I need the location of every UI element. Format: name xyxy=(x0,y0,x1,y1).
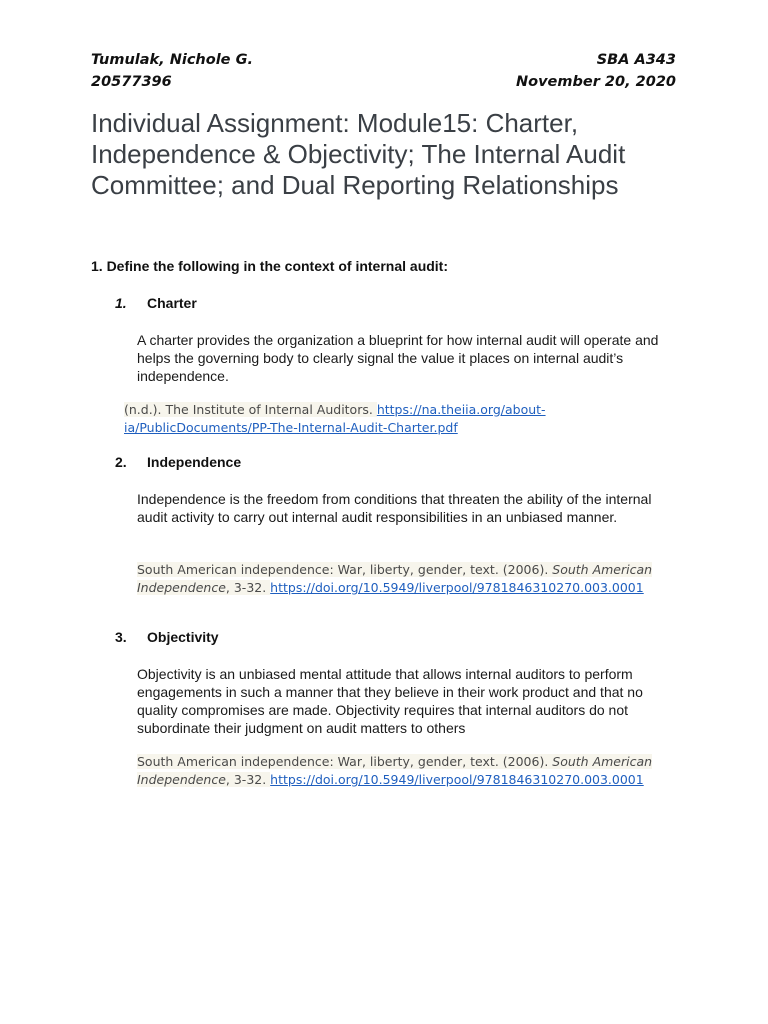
item-title: Independence xyxy=(147,454,242,470)
citation-independence xyxy=(137,561,657,597)
citation-pages: , 3-32. xyxy=(225,580,271,595)
citation-charter xyxy=(124,401,664,437)
citation-link[interactable]: https://na.theiia.org/about-ia/PublicDocuments/PP-The-Internal-Audit-Charter.pdf xyxy=(124,402,546,435)
author-name: Tumulak, Nichole G. xyxy=(91,52,253,68)
citation-text: (n.d.). The Institute of Internal Auditors. xyxy=(124,402,377,417)
citation-objectivity xyxy=(137,753,657,789)
item-number: 1. xyxy=(115,295,127,311)
citation-source: South American Independence xyxy=(137,754,653,787)
item-heading-independence xyxy=(115,454,241,470)
student-id: 20577396 xyxy=(91,74,172,90)
citation-link[interactable]: https://doi.org/10.5949/liverpool/9781846310270.003.0001 xyxy=(270,772,644,787)
item-number: 2. xyxy=(115,454,127,470)
item-heading-objectivity xyxy=(115,629,219,645)
item-number: 3. xyxy=(115,629,127,645)
citation-link[interactable]: https://doi.org/10.5949/liverpool/9781846310270.003.0001 xyxy=(270,580,644,595)
document-header xyxy=(91,49,676,93)
citation-source: South American Independence xyxy=(137,562,653,595)
item-title: Charter xyxy=(147,295,197,311)
document-title: Individual Assignment: Module15: Charter, Independence & Objectivity; The Internal Audit Committee; and Dual Reporting Relationships xyxy=(91,108,626,200)
citation-text: South American independence: War, liberty, gender, text. (2006). xyxy=(137,562,553,577)
item-title: Objectivity xyxy=(147,629,219,645)
question-heading: 1. Define the following in the context of internal audit: xyxy=(91,258,449,274)
item-heading-charter xyxy=(115,295,197,311)
course-code: SBA A343 xyxy=(596,52,676,68)
citation-text: South American independence: War, liberty, gender, text. (2006). xyxy=(137,754,553,769)
header-row-1 xyxy=(91,49,676,71)
document-date: November 20, 2020 xyxy=(516,74,676,90)
header-row-2 xyxy=(91,71,676,93)
item-body-objectivity: Objectivity is an unbiased mental attitude that allows internal auditors to perform engagements in such a manner that they believe in their work product and that no quality compromises are made. Objectivity requires that internal auditors do not subordinate their judgment on audit matters to others xyxy=(137,666,643,736)
item-body-independence: Independence is the freedom from conditions that threaten the ability of the internal audit activity to carry out internal audit responsibilities in an unbiased manner. xyxy=(137,491,652,525)
item-body-charter: A charter provides the organization a blueprint for how internal audit will operate and helps the governing body to clearly signal the value it places on internal audit’s independence. xyxy=(137,332,659,384)
citation-pages: , 3-32. xyxy=(225,772,271,787)
